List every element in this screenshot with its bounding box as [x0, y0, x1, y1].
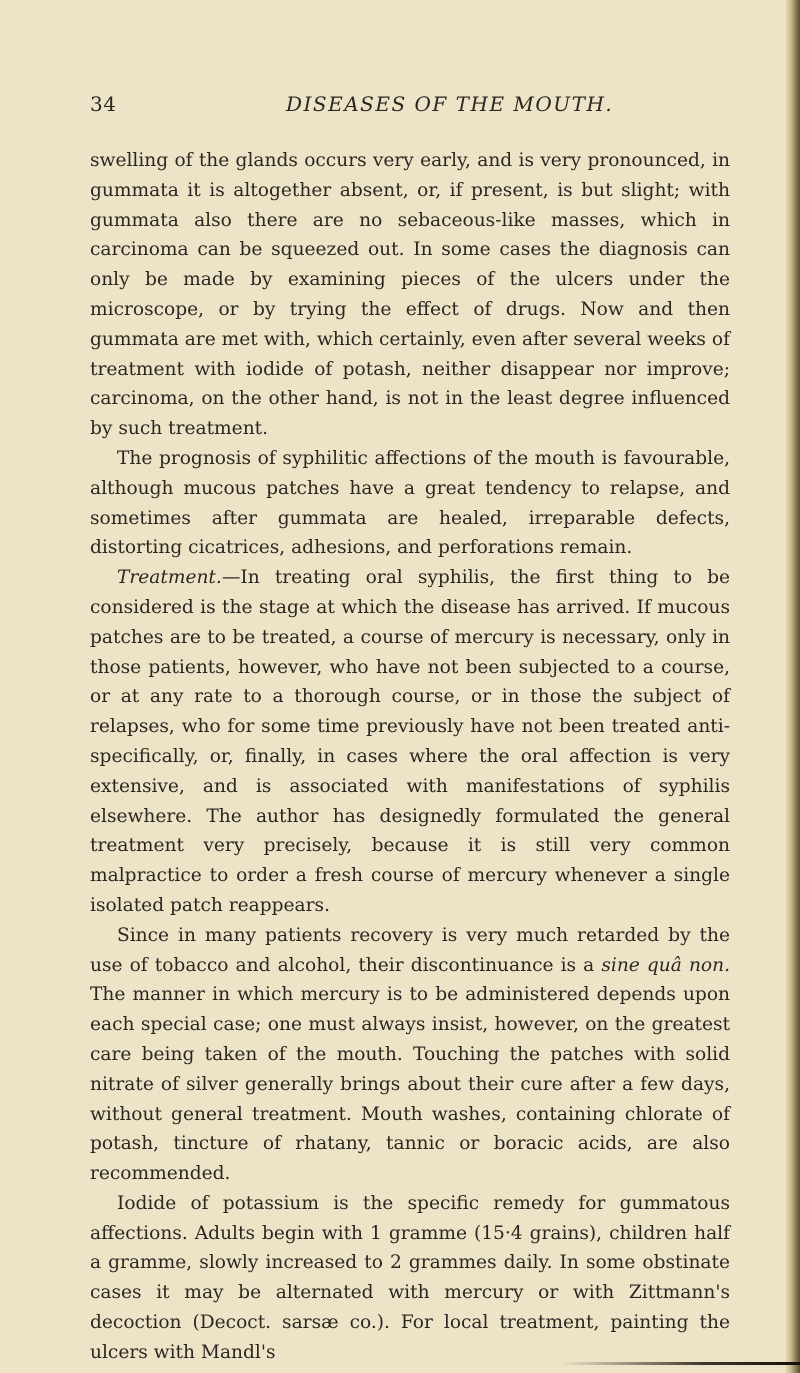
paragraph-iodide: Iodide of potassium is the specific remedy for gummatous affections. Adults begin with 1 gramme (15·4 grains), children half a gramme, slowly increased to 2 grammes daily. In some obstinate cases it may be alternated with mercury or with Zittmann's decoction (Decoct. sarsæ co.). For local treatment, painting the ulcers with Mandl's — [90, 1192, 730, 1363]
paragraph-diagnosis-continued: swelling of the glands occurs very early, and is very pronounced, in gummata it is altogether absent, or, if present, is but slight; with gummata also there are no sebaceous-like masses, which in carcinoma can be squeezed out. In some cases the diagnosis can only be made by examining pieces of the ulcers under the microscope, or by trying the effect of drugs. Now and then gummata are met with, which certainly, even after several weeks of treatment with iodide of potash, neither disappear nor improve; carcinoma, on the other hand, is not in the least degree influenced by such treatment. — [90, 150, 730, 440]
page-number: 34 — [90, 92, 117, 116]
treatment-heading: Treatment. — [116, 567, 222, 589]
body-text — [90, 146, 730, 1368]
treatment-text: —In treating oral syphilis, the first thing to be considered is the stage at which the disease has arrived. If mucous patches are to be treated, a course of mercury is necessary, only in those patients, however, who have not been subjected to a course, or at any rate to a thorough course, or in those the subject of relapses, who for some time previously have not been treated anti-specifically, or, finally, in cases where the oral affection is very extensive, and is associated with manifestations of syphilis elsewhere. The author has designedly formulated the general treatment very precisely, because it is still very common malpractice to order a fresh course of mercury whenever a single isolated patch reappears. — [90, 567, 730, 916]
paragraph-prognosis: The prognosis of syphilitic affections of the mouth is favourable, although mucous patches have a great tendency to relapse, and sometimes after gummata are healed, irreparable defects, distorting cicatrices, adhesions, and perforations remain. — [90, 447, 730, 559]
tobacco-text-after: The manner in which mercury is to be administered depends upon each special case; one must always insist, however, on the greatest care being taken of the mouth. Touching the patches with solid nitrate of silver generally brings about their cure after a few days, without general treatment. Mouth washes, containing chlorate of potash, tincture of rhatany, tannic or boracic acids, are also recommended. — [90, 984, 730, 1185]
running-title: DISEASES OF THE MOUTH. — [286, 92, 614, 116]
paragraph-treatment — [90, 563, 730, 921]
latin-phrase: sine quâ non. — [601, 954, 730, 976]
running-head — [90, 92, 730, 122]
paragraph-tobacco-alcohol — [90, 921, 730, 1189]
page-edge-shadow — [786, 0, 800, 1373]
tobacco-text-before: Since in many patients recovery is very much retarded by the use of tobacco and alcohol, their discontinuance is a — [90, 924, 730, 976]
